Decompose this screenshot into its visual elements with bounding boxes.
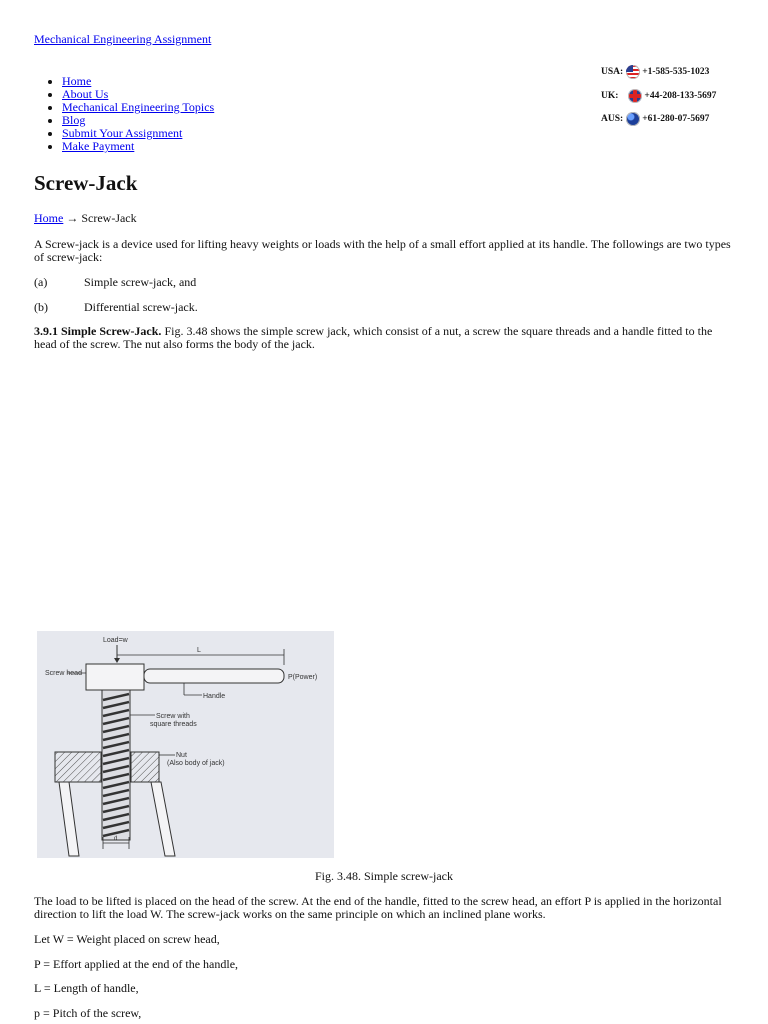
breadcrumb-current: Screw-Jack [81, 211, 137, 225]
definition-line: Let W = Weight placed on screw head, [34, 932, 220, 946]
type-item-a [34, 276, 734, 289]
screw-jack-diagram [37, 631, 334, 858]
type-tag: (b) [34, 300, 48, 314]
label-screw-threads-2: square threads [150, 721, 197, 728]
page-title: Screw-Jack [34, 171, 138, 195]
nav-link-about[interactable]: About Us [62, 87, 109, 101]
label-length: L [197, 647, 201, 654]
phone-country: UK [601, 90, 616, 101]
phone-country: AUS [601, 113, 621, 124]
definition-line: L = Length of handle, [34, 981, 139, 995]
label-load: Load=w [103, 637, 128, 644]
nav-link-home[interactable]: Home [62, 74, 92, 88]
label-screw-threads-1: Screw with [156, 713, 190, 720]
nav-link-submit[interactable]: Submit Your Assignment [62, 126, 183, 140]
breadcrumb-separator: → [66, 211, 79, 225]
phone-country: USA [601, 66, 621, 77]
nav-link-topics[interactable]: Mechanical Engineering Topics [62, 100, 215, 114]
section-heading: 3.9.1 Simple Screw-Jack. [34, 324, 162, 338]
phone-usa: USA : +1-585-535-1023 [601, 65, 709, 79]
figure-caption: Fig. 3.48. Simple screw-jack [315, 869, 453, 883]
nav-link-blog[interactable]: Blog [62, 113, 86, 127]
label-handle: Handle [203, 693, 226, 700]
phone-number[interactable]: +61-280-07-5697 [642, 113, 710, 124]
type-text: Simple screw-jack, and [84, 275, 197, 289]
label-d: d [114, 836, 118, 842]
label-nut-2: (Also body of jack) [167, 760, 225, 767]
label-power: P(Power) [288, 674, 318, 681]
breadcrumb-home-link[interactable]: Home [34, 211, 64, 225]
definition-line: p = Pitch of the screw, [34, 1006, 142, 1020]
phone-aus: AUS : +61-280-07-5697 [601, 112, 709, 126]
screw-jack-figure [37, 631, 334, 858]
aus-flag-icon [626, 112, 640, 126]
uk-flag-icon [628, 89, 642, 103]
phone-uk: UK : +44-208-133-5697 [601, 89, 716, 103]
nav-item-payment [62, 140, 214, 153]
label-screw-head: Screw head [45, 670, 82, 677]
label-nut-1: Nut [176, 752, 187, 759]
phone-number[interactable]: +44-208-133-5697 [644, 90, 717, 101]
definition-line: P = Effort applied at the end of the handle, [34, 957, 239, 971]
nav-link-payment[interactable]: Make Payment [62, 139, 135, 153]
breadcrumb [34, 212, 137, 225]
main-nav [34, 75, 214, 153]
type-tag: (a) [34, 275, 48, 289]
section-text: Fig. 3.48 shows the simple screw jack, which consist of a nut, a screw the square threads and a handle fitted to the head of the screw. The nut also forms the body of the jack. [34, 324, 713, 351]
intro-paragraph: A Screw-jack is a device used for lifting heavy weights or loads with the help of a small effort applied at its handle. The followings are two types of screw-jack: [34, 237, 731, 264]
body-paragraph: The load to be lifted is placed on the head of the screw. At the end of the handle, fitted to the screw head, an effort P is applied in the horizontal direction to lift the load W. The screw-jack works on the same principle on which an inclined plane works. [34, 894, 722, 921]
section-paragraph [34, 325, 734, 351]
site-title-link[interactable]: Mechanical Engineering Assignment [34, 32, 212, 46]
us-flag-icon [626, 65, 640, 79]
phone-number[interactable]: +1-585-535-1023 [642, 66, 710, 77]
type-text: Differential screw-jack. [84, 300, 198, 314]
type-item-b [34, 301, 734, 314]
